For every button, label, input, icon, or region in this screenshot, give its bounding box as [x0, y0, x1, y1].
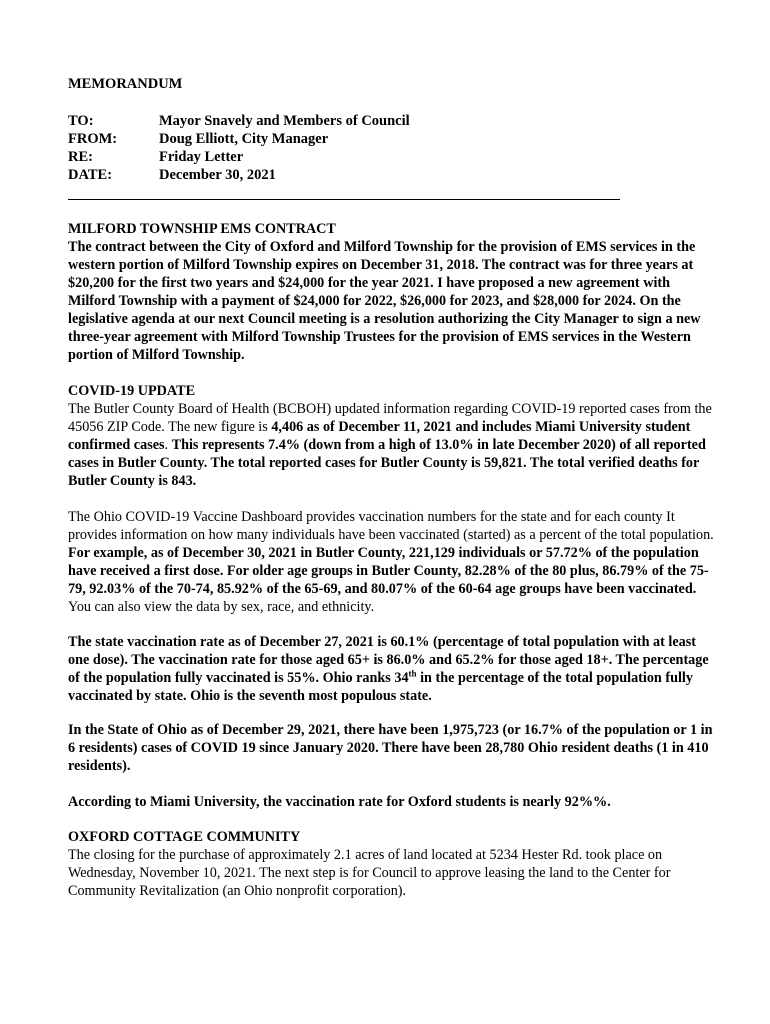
ems-heading: MILFORD TOWNSHIP EMS CONTRACT	[68, 221, 336, 237]
covid-p1-bold-1: 4,406 as of December 11, 2021 and includes Miami University student confirmed cases	[68, 419, 691, 453]
ems-body: The contract between the City of Oxford and Milford Township for the provision of EMS services in the western portion of Milford Township expires on December 31, 2018. The contract was for three years at $20,200 for the first two years and $24,000 for the year 2021. I have proposed a new agreement with Milford Township with a payment of $24,000 for 2022, $26,000 for 2023, and $28,000 for 2024. On the legislative agenda at our next Council meeting is a resolution authorizing the City Manager to sign a new three-year agreement with Milford Township Trustees for the provision of EMS services in the Western portion of Milford Township.	[68, 239, 701, 363]
re-label: RE:	[68, 149, 93, 165]
miami-vaccination-text: According to Miami University, the vaccination rate for Oxford students is nearly 92%%.	[68, 794, 611, 810]
vaccine-p2-bold: For example, as of December 30, 2021 in Butler County, 221,129 individuals or 57.72% of the population have received a first dose. For older age groups in Butler County, 82.28% of the 80 plus, 86.79% of the 75-79, 92.03% of the 70-74, 85.92% of the 65-69, and 80.07% of the 60-64 age groups have been vaccinated.	[68, 545, 709, 597]
state-p3-text-a: The state vaccination rate as of December 27, 2021 is 60.1% (percentage of total population with at least one dose). The vaccination rate for those aged 65+ is 86.0% and 65.2% for those aged 18+. The percentage of the population fully vaccinated is 55%. Ohio ranks 34	[68, 634, 709, 686]
state-p3-sup: th	[408, 668, 417, 679]
miami-vaccination-paragraph	[68, 793, 720, 811]
covid-p1-text: The Butler County Board of Health (BCBOH) updated information regarding COVID-19 reported cases from the 45056 ZIP Code. The new figure is	[68, 401, 712, 435]
cottage-body: The closing for the purchase of approximately 2.1 acres of land located at 5234 Hester Rd. took place on Wednesday, November 10, 2021. The next step is for Council to approve leasing the land to the Center for Community Revitalization (an Ohio nonprofit corporation).	[68, 847, 671, 899]
covid-p1-bold-2: This represents 7.4% (down from a high of 13.0% in late December 2020) of all reported cases in Butler County. The total reported cases for Butler County is 59,821. The total verified deaths for Butler County is 843.	[68, 437, 706, 489]
from-value: Doug Elliott, City Manager	[159, 131, 329, 147]
covid-p1-mid: .	[164, 437, 172, 453]
covid-paragraph-1	[68, 400, 720, 490]
header-divider	[68, 199, 620, 200]
vaccine-p2-text-1: The Ohio COVID-19 Vaccine Dashboard provides vaccination numbers for the state and for each county It provides information on how many individuals have been vaccinated (started) as a percent of the total population.	[68, 509, 714, 543]
re-value: Friday Letter	[159, 149, 244, 165]
memo-title: MEMORANDUM	[68, 76, 183, 92]
vaccine-dashboard-paragraph	[68, 508, 720, 616]
cottage-section	[68, 828, 720, 900]
vaccine-p2-text-2: You can also view the data by sex, race, and ethnicity.	[68, 599, 375, 615]
ohio-cases-paragraph	[68, 721, 720, 775]
state-p3-text-b: in the percentage of the total population fully vaccinated by state. Ohio is the seventh most populous state.	[68, 670, 693, 704]
ohio-cases-text: In the State of Ohio as of December 29, 2021, there have been 1,975,723 (or 16.7% of the population or 1 in 6 residents) cases of COVID 19 since January 2020. There have been 28,780 Ohio resident deaths (1 in 410 residents).	[68, 722, 713, 774]
to-label: TO:	[68, 113, 94, 129]
from-label: FROM:	[68, 131, 118, 147]
date-label: DATE:	[68, 167, 113, 183]
ems-section	[68, 220, 720, 364]
to-value: Mayor Snavely and Members of Council	[159, 113, 410, 129]
covid-heading: COVID-19 UPDATE	[68, 383, 196, 399]
cottage-heading: OXFORD COTTAGE COMMUNITY	[68, 829, 301, 845]
covid-section	[68, 382, 720, 490]
date-value: December 30, 2021	[159, 167, 276, 183]
state-vaccination-paragraph	[68, 633, 720, 705]
